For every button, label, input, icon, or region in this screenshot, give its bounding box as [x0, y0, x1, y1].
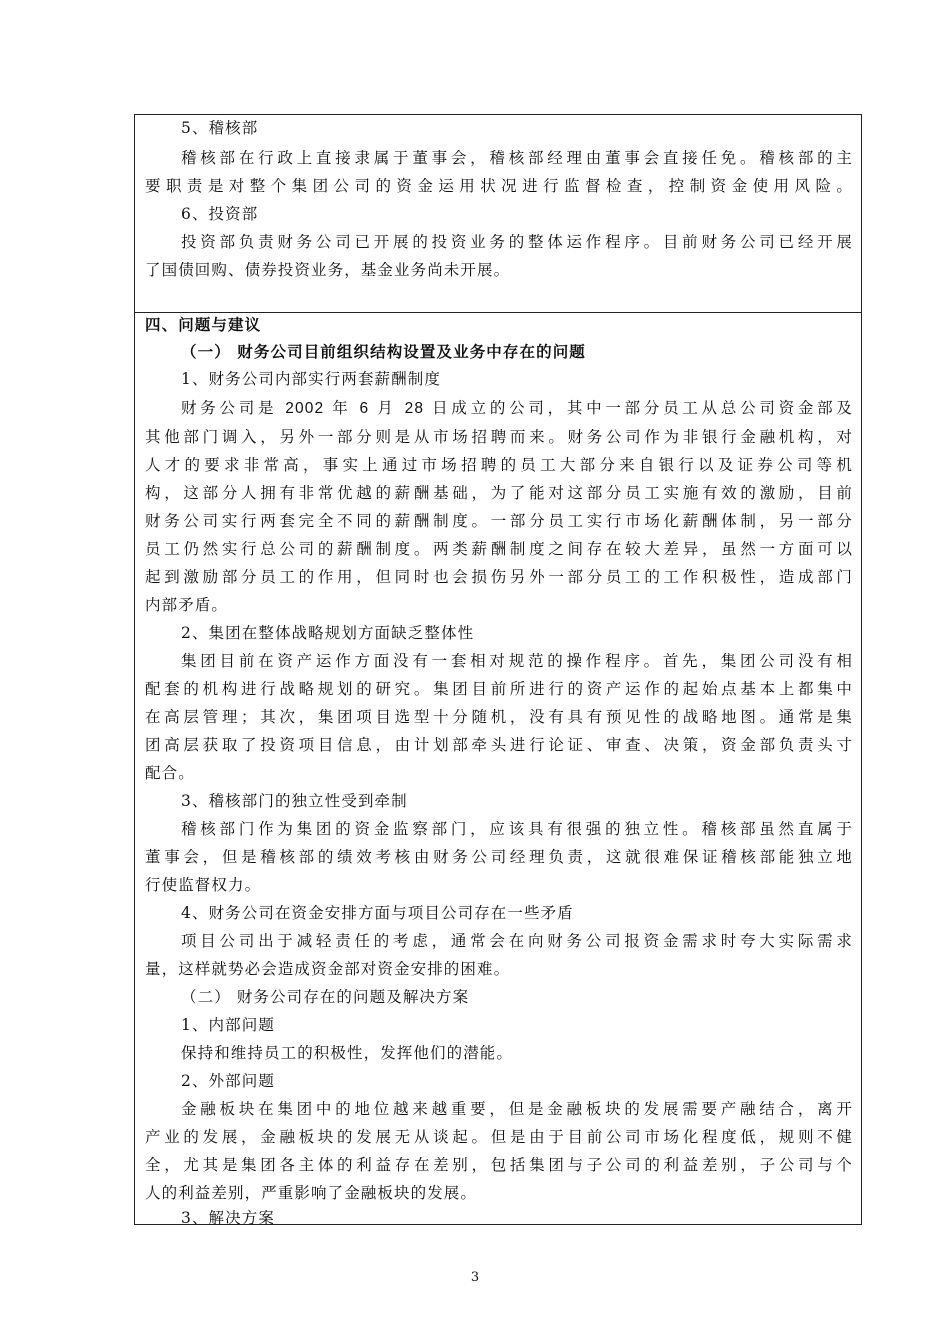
- item-heading: 4、财务公司在资金安排方面与项目公司存在一些矛盾: [181, 904, 574, 922]
- page-number: 3: [470, 1270, 480, 1285]
- paragraph-line: 要职责是对整个集团公司的资金运用状况进行监督检查，控制资金使用风险。: [145, 177, 853, 195]
- paragraph-line: 配套的机构进行战略规划的研究。集团目前所进行的资产运作的起始点基本上都集中: [145, 680, 853, 698]
- paragraph-line: 项目公司出于减轻责任的考虑，通常会在向财务公司报资金需求时夸大实际需求: [181, 932, 853, 950]
- paragraph-line: 量，这样就势必会造成资金部对资金安排的困难。: [145, 960, 511, 978]
- paragraph-line: 了国债回购、债券投资业务，基金业务尚未开展。: [145, 261, 511, 279]
- content-table-cell-top: [134, 114, 862, 313]
- subsection-heading-2: （二） 财务公司存在的问题及解决方案: [181, 988, 470, 1006]
- content-table-cell-bottom: [134, 312, 862, 1225]
- paragraph-line: 在高层管理；其次，集团项目选型十分随机，没有具有预见性的战略地图。通常是集: [145, 708, 853, 726]
- paragraph-line: 起到激励部分员工的作用，但同时也会损伤另外一部分员工的工作积极性，造成部门: [145, 568, 853, 586]
- paragraph-line: 全，尤其是集团各主体的利益存在差别，包括集团与子公司的利益差别，子公司与个: [145, 1156, 853, 1174]
- paragraph-line: 团高层获取了投资项目信息，由计划部牵头进行论证、审查、决策，资金部负责头寸: [145, 736, 853, 754]
- paragraph-line: 财务公司实行两套完全不同的薪酬制度。一部分员工实行市场化薪酬体制，另一部分: [145, 512, 853, 530]
- paragraph-line: 其他部门调入，另外一部分则是从市场招聘而来。财务公司作为非银行金融机构，对: [145, 428, 853, 446]
- heading-audit-dept: 5、稽核部: [181, 119, 259, 137]
- paragraph-line: 配合。: [145, 764, 195, 782]
- section-heading-issues: 四、问题与建议: [145, 315, 262, 334]
- subsection-heading-1: （一） 财务公司目前组织结构设置及业务中存在的问题: [181, 342, 586, 361]
- paragraph-line: 保持和维持员工的积极性，发挥他们的潜能。: [181, 1044, 514, 1062]
- paragraph-line: 稽核部门作为集团的资金监察部门，应该具有很强的独立性。稽核部虽然直属于: [181, 820, 853, 838]
- item-heading: 2、集团在整体战略规划方面缺乏整体性: [181, 624, 475, 642]
- paragraph-line: 人才的要求非常高，事实上通过市场招聘的员工大部分来自银行以及证券公司等机: [145, 456, 853, 474]
- item-heading: 2、外部问题: [181, 1072, 275, 1090]
- paragraph-line: 内部矛盾。: [145, 596, 229, 614]
- paragraph-line: 行使监督权力。: [145, 876, 262, 894]
- paragraph-line: 投资部负责财务公司已开展的投资业务的整体运作程序。目前财务公司已经开展: [181, 233, 853, 251]
- paragraph-line: 人的利益差别，严重影响了金融板块的发展。: [145, 1184, 478, 1202]
- heading-investment-dept: 6、投资部: [181, 205, 259, 223]
- paragraph-line: 金融板块在集团中的地位越来越重要，但是金融板块的发展需要产融结合，离开: [181, 1100, 853, 1118]
- paragraph-line: 员工仍然实行总公司的薪酬制度。两类薪酬制度之间存在较大差异，虽然一方面可以: [145, 540, 853, 558]
- item-heading: 1、内部问题: [181, 1016, 275, 1034]
- paragraph-line: 董事会，但是稽核部的绩效考核由财务公司经理负责，这就很难保证稽核部能独立地: [145, 848, 853, 866]
- paragraph-line: 稽核部在行政上直接隶属于董事会，稽核部经理由董事会直接任免。稽核部的主: [181, 149, 853, 167]
- paragraph-line: 产业的发展，金融板块的发展无从谈起。但是由于目前公司市场化程度低，规则不健: [145, 1128, 853, 1146]
- item-heading: 3、解决方案: [181, 1209, 275, 1227]
- paragraph-line: 集团目前在资产运作方面没有一套相对规范的操作程序。首先，集团公司没有相: [181, 652, 853, 670]
- item-heading: 3、稽核部门的独立性受到牵制: [181, 792, 408, 810]
- item-heading: 1、财务公司内部实行两套薪酬制度: [181, 370, 441, 388]
- paragraph-line: 构，这部分人拥有非常优越的薪酬基础，为了能对这部分员工实施有效的激励，目前: [145, 484, 853, 502]
- paragraph-line: 财务公司是 2002 年 6 月 28 日成立的公司，其中一部分员工从总公司资金部及: [181, 400, 853, 417]
